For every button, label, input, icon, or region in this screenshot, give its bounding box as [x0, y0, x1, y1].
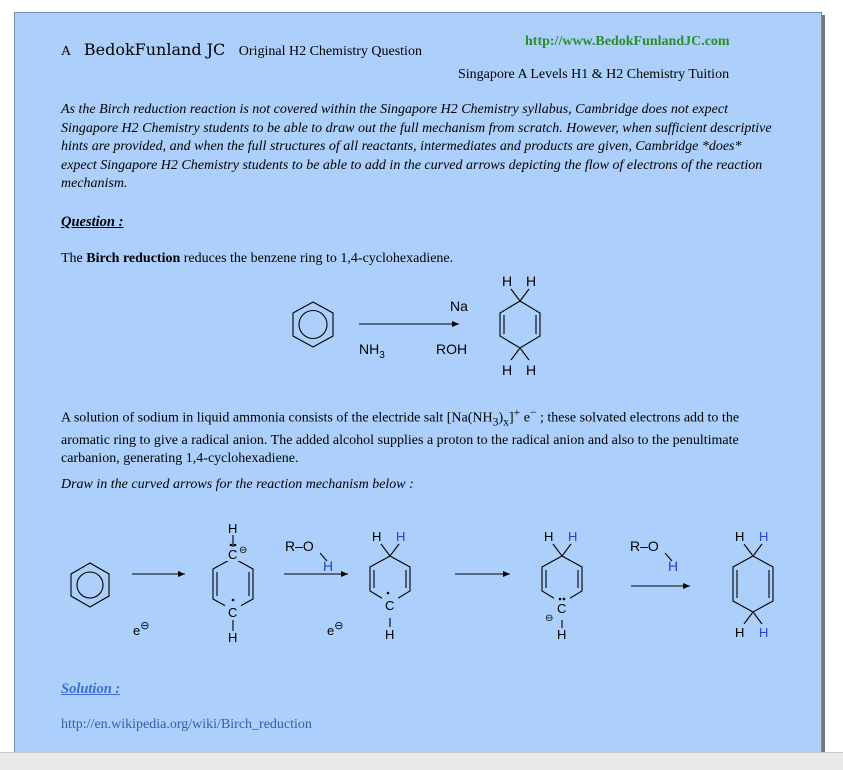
intro-paragraph: As the Birch reduction reaction is not covered within the Singapore H2 Chemistry syllabus, Cambridge does not expect Singapore H2 Chemistry students to be able to draw out the full mechanism from scratch. However, when sufficient descriptive hints are provided, and when the full structures of all reactants, intermediates and products are given, Cambridge *does* expect Singapore H2 Chemistry students to be able to add in the curved arrows depicting the flow of electrons of the reaction mechanism. — [61, 102, 772, 191]
header-prefix: A — [61, 44, 71, 59]
reagent-na: Na — [450, 298, 468, 314]
rad-h-bottom: H — [385, 627, 395, 642]
desc-part1: A solution of sodium in liquid ammonia consists of the electride salt [Na(NH — [61, 410, 493, 426]
wikipedia-link[interactable]: http://en.wikipedia.org/wiki/Birch_reduction — [61, 717, 312, 732]
header-subtitle: Original H2 Chemistry Question — [238, 44, 422, 59]
rad-h-left: H — [372, 529, 382, 544]
desc-part2: ) — [498, 410, 504, 426]
roh-2: R–O — [630, 538, 659, 554]
product-h-top-left: H — [502, 273, 513, 289]
reaction-scheme — [275, 267, 595, 387]
ra-c-bottom: C — [228, 605, 238, 620]
solution-heading: Solution : — [61, 681, 121, 697]
rad-h-right: H — [396, 529, 406, 544]
question-text-post: reduces the benzene ring to 1,4-cyclohexadiene. — [180, 251, 454, 266]
electron-2: e⊖ — [327, 620, 344, 638]
question-text-pre: The — [61, 251, 87, 266]
prod-h-bottom-left: H — [735, 625, 745, 640]
prod-h-bottom-right: H — [759, 625, 769, 640]
desc-part4: e — [520, 410, 530, 426]
anion-c: C — [557, 601, 567, 616]
desc-sup-plus: + — [513, 406, 521, 419]
roh-1-h: H — [323, 558, 334, 574]
mech-benzene — [71, 563, 109, 607]
desc-sub3: 3 — [492, 415, 499, 429]
mech-product — [733, 544, 773, 624]
ra-c-top: C — [228, 547, 238, 562]
question-text-bold: Birch reduction — [86, 251, 181, 266]
rad-c: C — [385, 598, 395, 613]
roh-2-h: H — [668, 558, 679, 574]
desc-part3: ] — [508, 410, 514, 426]
product-h-bottom-left: H — [502, 362, 513, 378]
tagline: Singapore A Levels H1 & H2 Chemistry Tuition — [458, 67, 730, 82]
mechanism-scheme — [55, 513, 775, 643]
anion-h-right: H — [568, 529, 578, 544]
description-paragraph — [61, 404, 773, 469]
anion-h-left: H — [544, 529, 554, 544]
site-url[interactable]: http://www.BedokFunlandJC.com — [525, 34, 730, 49]
product-h-bottom-right: H — [526, 362, 537, 378]
product-h-top-right: H — [526, 273, 537, 289]
question-text — [61, 250, 773, 269]
roh-1: R–O — [285, 538, 314, 554]
reagent-nh3-sub: 3 — [379, 350, 385, 361]
brand-logo-text: BedokFunland JC — [83, 40, 226, 59]
ra-minus: ⊖ — [239, 545, 248, 556]
electron-1: e⊖ — [133, 620, 150, 638]
benzene-structure — [293, 302, 333, 347]
desc-sup-minus: − — [529, 406, 537, 419]
document-sheet — [14, 12, 822, 754]
draw-prompt: Draw in the curved arrows for the reaction mechanism below : — [61, 477, 414, 492]
desc-part5: ; these solvated electrons add to the aromatic ring to give a radical anion. The added alcohol supplies a proton to the radical anion and also to the penultimate carbanion, generating 1,4-cyclohexadiene. — [61, 410, 740, 467]
question-heading: Question : — [61, 214, 124, 230]
anion-minus: ⊖ — [545, 613, 554, 624]
mech-radical — [370, 544, 410, 627]
reagent-nh3-main: NH — [359, 341, 380, 357]
ra-h-top: H — [228, 521, 238, 536]
prod-h-top-left: H — [735, 529, 745, 544]
desc-subx: x — [503, 415, 509, 429]
prod-h-top-right: H — [759, 529, 769, 544]
reagent-nh3 — [359, 341, 385, 361]
cyclohexadiene-product — [500, 289, 540, 360]
header-line — [61, 40, 422, 60]
reagent-roh: ROH — [436, 341, 468, 357]
anion-h-bottom: H — [557, 627, 567, 642]
ra-h-bottom: H — [228, 630, 238, 643]
horizontal-scrollbar[interactable] — [0, 752, 843, 770]
